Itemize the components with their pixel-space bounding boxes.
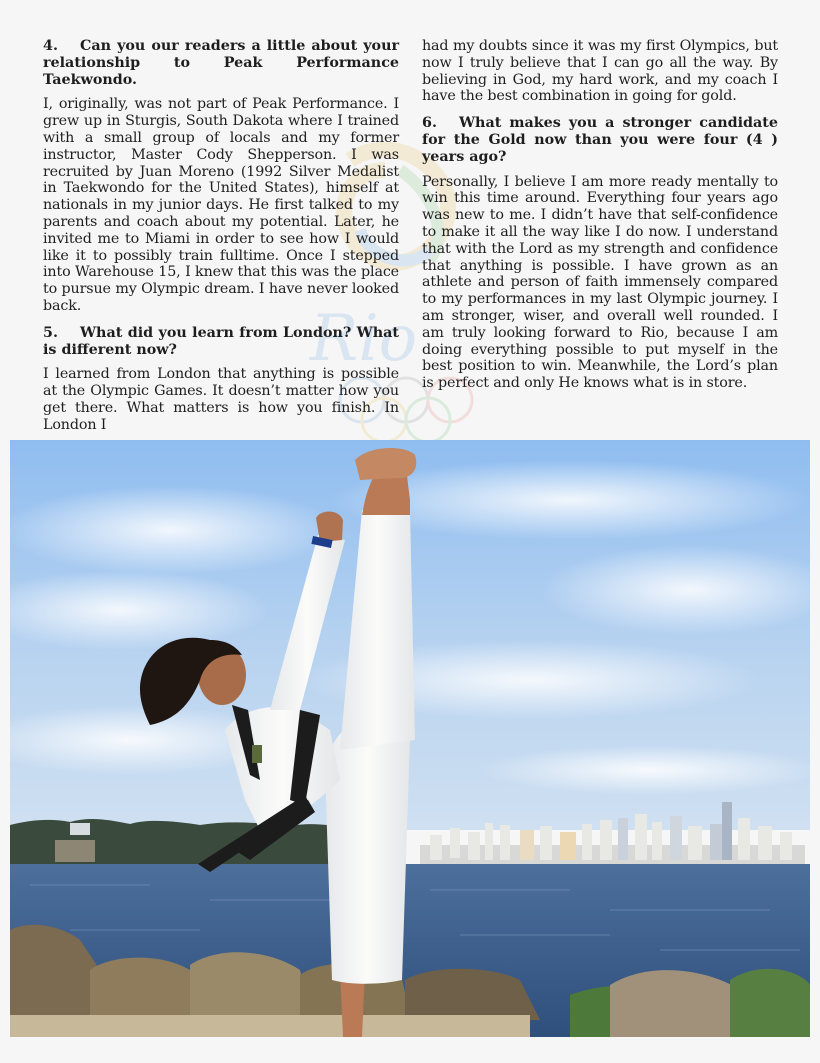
right-column [422,38,778,399]
answer-5-paragraph-part-1: I learned from London that anything is possible at the Olympic Games. It doesn’t matter how you get there. What matters is how you finish. In London I [43,366,399,433]
question-number: 6. [422,115,437,132]
answer-5-paragraph-part-2: had my doubts since it was my first Olympics, but now I truly believe that I can go all the way. By believing in God, my hard work, and my coach I have the best combination in going for gold. [422,38,778,105]
answer-4-paragraph: I, originally, was not part of Peak Performance. I grew up in Sturgis, South Dakota where I trained with a small group of locals and my former instructor, Master Cody Shepperson. I was recruited by Juan Moreno (1992 Silver Medalist in Taekwondo for the United States), himself at nationals in my junior days. He first talked to my parents and coach about my potential. Later, he invited me to Miami in order to see how I would like it to possibly train fulltime. Once I stepped into Warehouse 15, I knew that this was the place to pursue my Olympic dream. I have never looked back. [43,96,399,314]
taekwondo-athlete-photo [10,440,810,1037]
question-6-heading [422,115,778,165]
question-text: What makes you a stronger candidate for the Gold now than you were four (4 ) years ago? [422,115,778,165]
left-column [43,38,399,441]
watermark-text: Rio [310,302,418,376]
question-text: What did you learn from London? What is different now? [43,324,399,358]
question-number: 5. [43,324,58,341]
question-5-heading [43,325,399,359]
question-4-heading [43,38,399,88]
question-text: Can you our readers a little about your relationship to Peak Performance Taekwondo. [43,38,399,88]
question-number: 4. [43,38,58,54]
answer-6-paragraph: Personally, I believe I am more ready mentally to win this time around. Everything four years ago was new to me. I didn’t have that self-confidence to make it all the way like I do now. I understand that with the Lord as my strength and confidence that anything is possible. I have grown as an athlete and person of faith immensely compared to my performances in my last Olympic journey. I am stronger, wiser, and overall well rounded. I am truly looking forward to Rio, because I am doing everything possible to put myself in the best position to win. Meanwhile, the Lord’s plan is perfect and only He knows what is in store. [422,173,778,392]
shoreline-trees [10,819,350,865]
